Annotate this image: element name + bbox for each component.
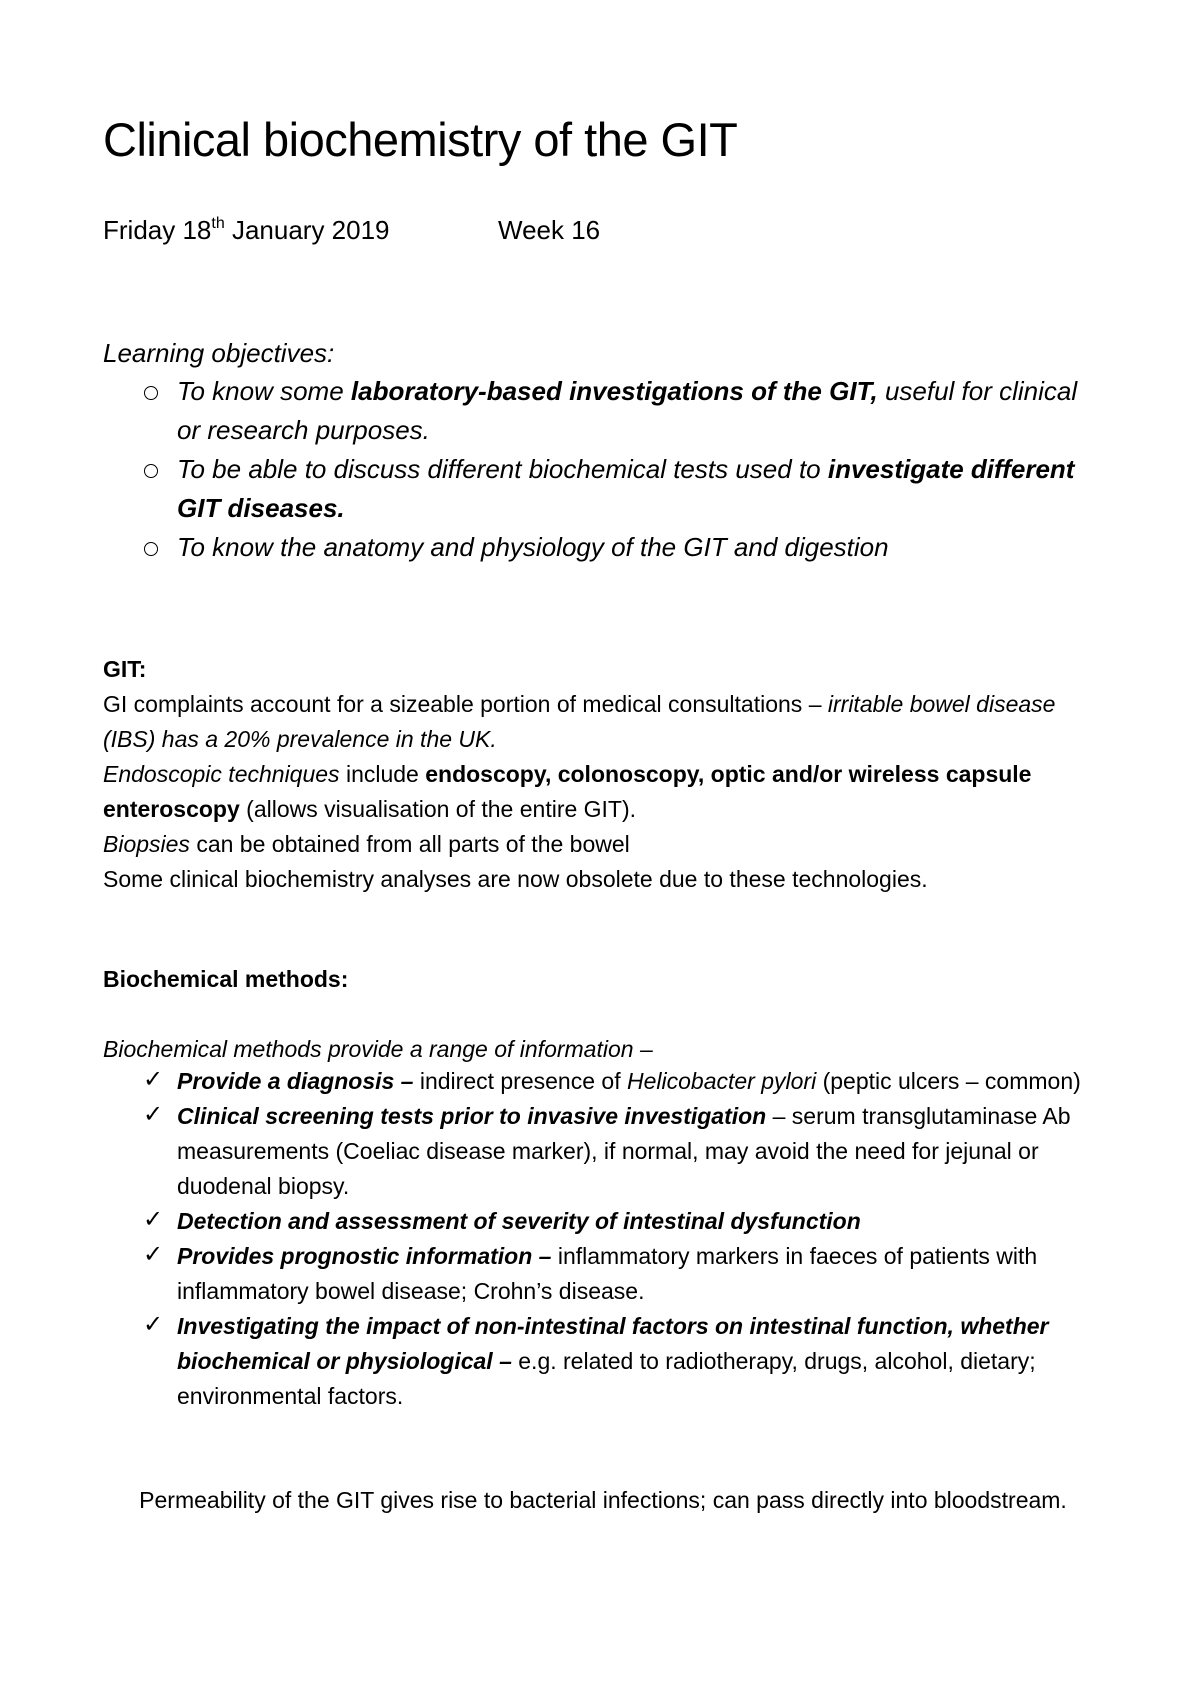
git-heading: GIT: [103,656,147,682]
objective-text: To know some [177,376,351,406]
check-icon: ✓ [143,1101,164,1128]
bold-text: endoscopy, colonoscopy, optic and/or wireless capsule enteroscopy [103,761,1032,822]
git-paragraph-3 [103,827,1103,862]
text: can be obtained from all parts of the bowel [189,831,630,857]
lecture-date [103,215,390,246]
list-item [103,1064,1103,1099]
methods-section [103,962,1103,1067]
circle-bullet-icon [144,386,158,400]
method-italic: Helicobacter pylori [626,1068,817,1094]
method-text: inflammatory markers in faeces of patients with inflammatory bowel disease; Crohn’s disease. [177,1243,1038,1304]
check-icon: ✓ [143,1066,164,1093]
check-icon: ✓ [143,1206,164,1233]
check-icon: ✓ [143,1241,164,1268]
page-title: Clinical biochemistry of the GIT [103,113,738,166]
list-item [103,1204,1103,1239]
text: include [339,761,426,787]
method-text: – serum transglutaminase Ab measurements (Coeliac disease marker), if normal, may avoid the need for jejunal or duodenal biopsy. [177,1103,1071,1199]
objective-text: To be able to discuss different biochemical tests used to [177,454,828,484]
check-icon: ✓ [143,1311,164,1338]
git-paragraph-1 [103,687,1103,757]
date-suffix: th [211,215,225,232]
list-item [103,1309,1103,1414]
objective-emphasis: laboratory-based investigations of the GIT, [350,376,878,406]
lecture-week: Week 16 [498,215,601,245]
learning-objectives-list [103,372,1103,567]
method-text: indirect presence of [419,1068,627,1094]
method-text: e.g. related to radiotherapy, drugs, alcohol, dietary; environmental factors. [177,1348,1036,1409]
method-title: Clinical screening tests prior to invasive investigation [177,1103,767,1129]
method-text: (peptic ulcers – common) [816,1068,1081,1094]
list-item [103,372,1103,450]
list-item [103,1099,1103,1204]
method-title: Investigating the impact of non-intestinal factors on intestinal function, whether biochemical or physiological – [177,1313,1049,1374]
circle-bullet-icon [144,464,158,478]
italic-text: irritable bowel disease (IBS) has a 20% prevalence in the UK. [103,691,1056,752]
git-section [103,652,1103,897]
method-title: Detection and assessment of severity of intestinal dysfunction [177,1208,861,1234]
git-paragraph-4: Some clinical biochemistry analyses are now obsolete due to these technologies. [103,866,928,892]
methods-list [103,1064,1103,1414]
date-day: Friday 18 [103,215,212,245]
text: (allows visualisation of the entire GIT). [239,796,637,822]
methods-intro: Biochemical methods provide a range of information – [103,1036,653,1062]
learning-objectives-heading: Learning objectives: [103,338,335,368]
methods-heading: Biochemical methods: [103,966,349,992]
method-title: Provides prognostic information – [177,1243,558,1269]
italic-text: Biopsies [103,831,190,857]
objective-text: useful for clinical or research purposes. [177,376,1078,445]
list-item [103,528,1103,567]
circle-bullet-icon [144,542,158,556]
git-paragraph-2 [103,757,1103,827]
date-rest: January 2019 [224,215,390,245]
text: GI complaints account for a sizeable portion of medical consultations – [103,691,828,717]
closing-paragraph: Permeability of the GIT gives rise to bacterial infections; can pass directly into bloodstream. [139,1487,1067,1513]
method-title: Provide a diagnosis – [177,1068,420,1094]
spacer [103,997,1103,1032]
italic-text: Endoscopic techniques [103,761,340,787]
objective-text: To know the anatomy and physiology of the GIT and digestion [177,532,889,562]
list-item [103,1239,1103,1309]
list-item [103,450,1103,528]
objective-emphasis: investigate different GIT diseases. [177,454,1075,523]
